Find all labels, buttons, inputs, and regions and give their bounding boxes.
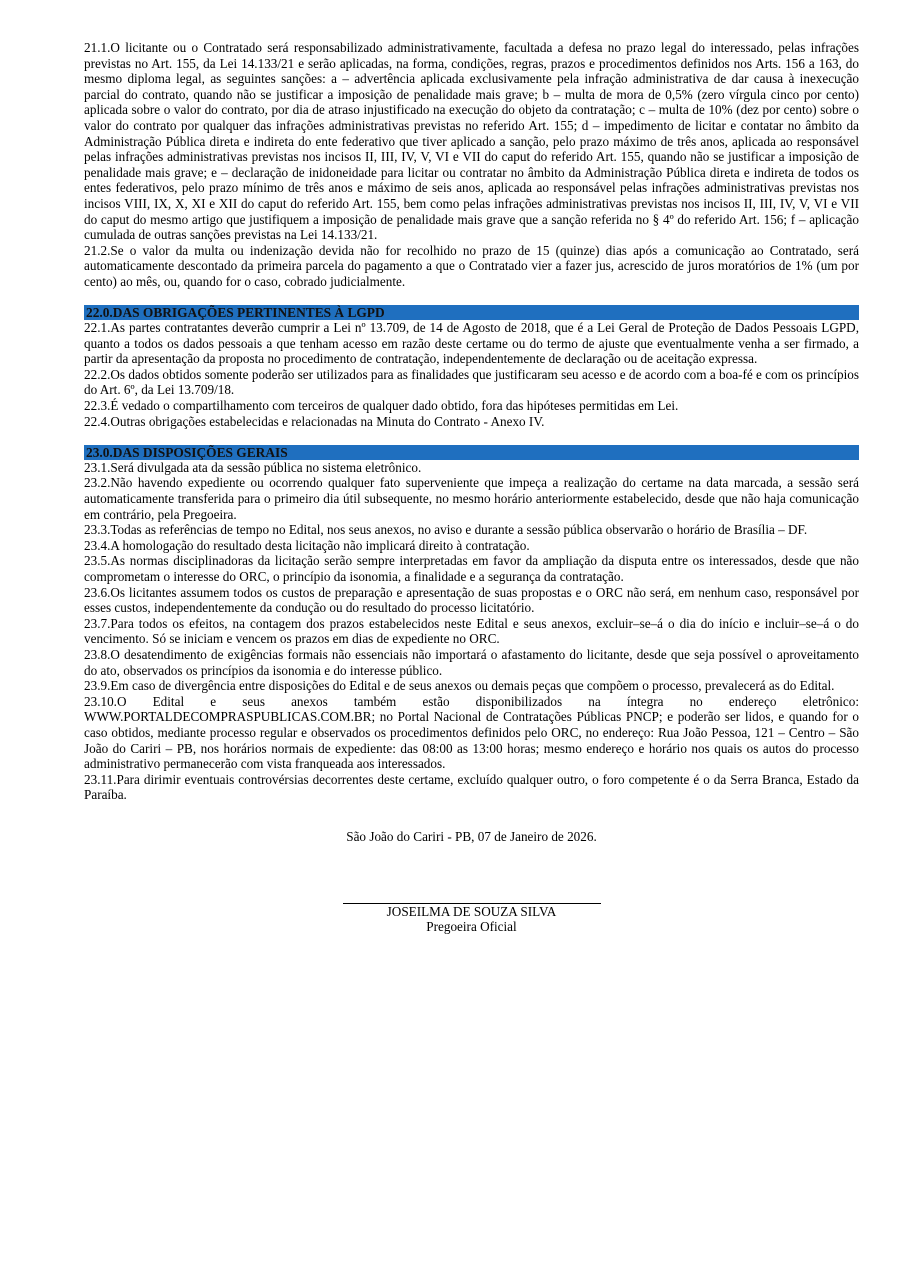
clause-23-7: 23.7.Para todos os efeitos, na contagem dos prazos estabelecidos neste Edital e seus anexos, excluir–se–á o dia do início e incluir–se–á o do vencimento. Só se iniciam e vencem os prazos em dias de expediente no ORC. bbox=[84, 615, 859, 647]
clause-23-8: 23.8.O desatendimento de exigências formais não essenciais não importará o afastamento do licitante, desde que seja possível o aproveitamento do ato, observados os princípios da isonomia e do interesse público. bbox=[84, 646, 859, 678]
place-and-date: São João do Cariri - PB, 07 de Janeiro de 2026. bbox=[346, 828, 597, 844]
section-23-heading: 23.0.DAS DISPOSIÇÕES GERAIS bbox=[84, 445, 859, 460]
clause-23-3: 23.3.Todas as referências de tempo no Edital, nos seus anexos, no aviso e durante a sessão pública observarão o horário de Brasília – DF. bbox=[84, 522, 808, 538]
clause-22-4: 22.4.Outras obrigações estabelecidas e relacionadas na Minuta do Contrato - Anexo IV. bbox=[84, 413, 545, 429]
clause-23-2: 23.2.Não havendo expediente ou ocorrendo qualquer fato superveniente que impeça a realização do certame na data marcada, a sessão será automaticamente transferida para o primeiro dia útil subsequente, no mesmo horário anteriormente estabelecido, desde que não haja comunicação em contrário, pela Pregoeira. bbox=[84, 475, 859, 522]
clause-23-5: 23.5.As normas disciplinadoras da licitação serão sempre interpretadas em favor da ampliação da disputa entre os interessados, desde que não comprometam o interesse do ORC, o princípio da isonomia, a finalidade e a segurança da contratação. bbox=[84, 553, 859, 584]
document-page bbox=[84, 40, 859, 935]
signer-title: Pregoeira Oficial bbox=[426, 919, 517, 935]
signer-name: JOSEILMA DE SOUZA SILVA bbox=[386, 903, 557, 919]
clause-22-3: 22.3.É vedado o compartilhamento com terceiros de qualquer dado obtido, fora das hipóteses permitidas em Lei. bbox=[84, 398, 679, 414]
clause-23-1: 23.1.Será divulgada ata da sessão pública no sistema eletrônico. bbox=[84, 459, 422, 475]
clause-22-2: 22.2.Os dados obtidos somente poderão ser utilizados para as finalidades que justificaram seu acesso e de acordo com a boa-fé e com os princípios do Art. 6º, da Lei 13.709/18. bbox=[84, 366, 859, 398]
clause-22-1: 22.1.As partes contratantes deverão cumprir a Lei nº 13.709, de 14 de Agosto de 2018, que é a Lei Geral de Proteção de Dados Pessoais LGPD, quanto a todos os dados pessoais a que tenham acesso em razão deste certame ou do termo de ajuste que eventualmente venha a ser firmado, a partir da apresentação da proposta no procedimento de contratação, independentemente de declaração ou de aceitação expressa. bbox=[84, 320, 859, 367]
clause-23-11: 23.11.Para dirimir eventuais controvérsias decorrentes deste certame, excluído qualquer outro, o foro competente é o da Serra Branca, Estado da Paraíba. bbox=[84, 771, 859, 803]
clause-23-10: 23.10.O Edital e seus anexos também estão disponibilizados na íntegra no endereço eletrônico: WWW.PORTALDECOMPRASPUBLICAS.COM.BR; no Portal Nacional de Contratações Públicas PNCP; e poderão ser lidos, e quando for o caso obtidos, mediante processo regular e observados os procedimentos definidos pelo ORC, no endereço: Rua João Pessoa, 121 – Centro – São João do Cariri – PB, nos horários normais de expediente: das 08:00 as 13:00 horas; mesmo endereço e horário nos quais os autos do processo administrativo permanecerão com vista franqueada aos interessados. bbox=[84, 693, 859, 772]
section-22-heading: 22.0.DAS OBRIGAÇÕES PERTINENTES À LGPD bbox=[84, 305, 859, 320]
clause-21-2: 21.2.Se o valor da multa ou indenização devida não for recolhido no prazo de 15 (quinze) dias após a comunicação ao Contratado, será automaticamente descontado da primeira parcela do pagamento a que o Contratado vier a fazer jus, acrescido de juros moratórios de 1% (um por cento) ao mês, ou, quando for o caso, cobrado judicialmente. bbox=[84, 242, 859, 289]
clause-23-9: 23.9.Em caso de divergência entre disposições do Edital e de seus anexos ou demais peças que compõem o processo, prevalecerá as do Edital. bbox=[84, 678, 835, 694]
clause-23-6: 23.6.Os licitantes assumem todos os custos de preparação e apresentação de suas propostas e o ORC não será, em nenhum caso, responsável por esses custos, independentemente da condução ou do resultado do processo licitatório. bbox=[84, 584, 859, 616]
clause-21-1: 21.1.O licitante ou o Contratado será responsabilizado administrativamente, facultada a defesa no prazo legal do interessado, pelas infrações previstas no Art. 155, da Lei 14.133/21 e serão aplicadas, na forma, condições, regras, prazos e procedimentos definidos nos Arts. 156 a 163, do mesmo diploma legal, as seguintes sanções: a – advertência aplicada exclusivamente pela infração administrativa de dar causa à inexecução parcial do contrato, quando não se justificar a imposição de penalidade mais grave; b – multa de mora de 0,5% (zero vírgula cinco por cento) aplicada sobre o valor do contrato, por dia de atraso injustificado na execução do objeto da contratação; c – multa de 10% (dez por cento) sobre o valor do contrato por qualquer das infrações administrativas previstas no referido Art. 155; d – impedimento de licitar e contatar no âmbito da Administração Pública direta e indireta do ente federativo que tiver aplicado a sanção, pelo prazo máximo de três anos, aplicada ao responsável pelas infrações administrativas previstas nos incisos II, III, IV, V, VI e VII do caput do referido Art. 155, quando não se justificar a imposição de penalidade mais grave; e – declaração de inidoneidade para licitar ou contratar no âmbito da Administração Pública direta e indireta de todos os entes federativos, pelo prazo mínimo de três anos e máximo de seis anos, aplicada ao responsável pelas infrações administrativas previstas nos incisos VIII, IX, X, XI e XII do caput do referido Art. 155, bem como pelas infrações administrativas previstas nos incisos II, III, IV, V, VI e VII do caput do mesmo artigo que justifiquem a imposição de penalidade mais grave que a sanção referida no § 4º do referido Art. 156; f – aplicação cumulada de outras sanções previstas na Lei 14.133/21. bbox=[84, 40, 859, 243]
clause-23-4: 23.4.A homologação do resultado desta licitação não implicará direito à contratação. bbox=[84, 537, 530, 553]
